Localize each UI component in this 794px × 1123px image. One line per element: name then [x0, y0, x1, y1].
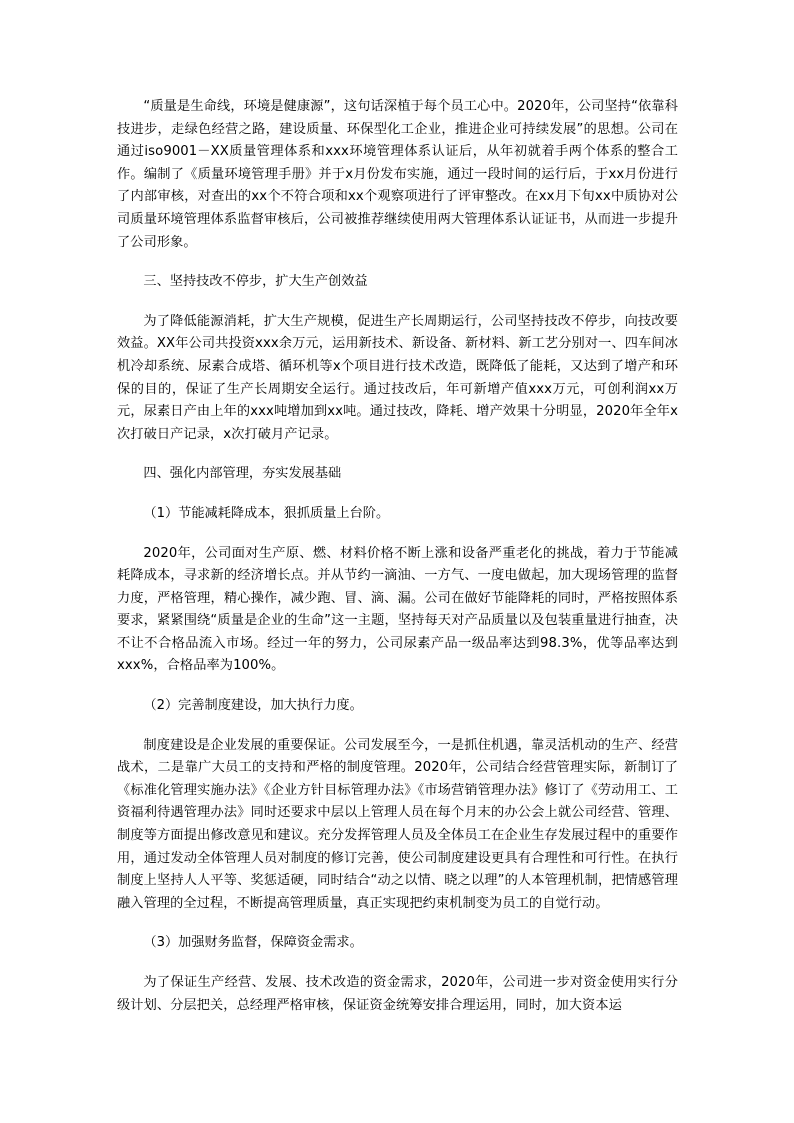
finance-supervision-paragraph: 为了保证生产经营、发展、技术改造的资金需求，2020年，公司进一步对资金使用实行分级计划、分层把关，总经理严格审核，保证资金统筹安排合理运用，同时，加大资本运	[117, 975, 678, 1013]
subheading-energy-saving: （1）节能减耗降成本，狠抓质量上台阶。	[143, 505, 390, 521]
section-heading-internal-management: 四、强化内部管理，夯实发展基础	[143, 466, 342, 482]
section-heading-tech-reform: 三、坚持技改不停步，扩大生产创效益	[143, 274, 368, 290]
subheading-finance-supervision: （3）加强财务监督，保障资金需求。	[143, 935, 363, 951]
subheading-system-building: （2）完善制度建设，加大执行力度。	[143, 698, 363, 714]
tech-reform-paragraph: 为了降低能源消耗，扩大生产规模，促进生产长周期运行，公司坚持技改不停步，向技改要效益。XX年公司共投资xxx余万元，运用新技术、新设备、新材料、新工艺分别对一、四车间冰机冷却系统、尿素合成塔、循环机等x个项目进行技术改造，既降低了能耗，又达到了增产和环保的目的，保证了生产长周期安全运行。通过技改后，年可新增产值xxx万元，可创利润xx万元，尿素日产由上年的xxx吨增加到xx吨。通过技改，降耗、增产效果十分明显，2020年全年x次打破日产记录，x次打破月产记录。	[117, 313, 678, 442]
energy-saving-paragraph: 2020年，公司面对生产原、燃、材料价格不断上涨和设备严重老化的挑战，着力于节能减耗降成本，寻求新的经济增长点。并从节约一滴油、一方气、一度电做起，加大现场管理的监督力度，严格管理，精心操作，减少跑、冒、滴、漏。公司在做好节能降耗的同时，严格按照体系要求，紧紧围绕“质量是企业的生命”这一主题，坚持每天对产品质量以及包装重量进行抽查，决不让不合格品流入市场。经过一年的努力，公司尿素产品一级品率达到98.3%，优等品率达到xxx%，合格品率为100%。	[117, 545, 678, 674]
quality-environment-paragraph: “质量是生命线，环境是健康源”，这句话深植于每个员工心中。2020年，公司坚持“依靠科技进步，走绿色经营之路，建设质量、环保型化工企业，推进企业可持续发展”的思想。公司在通过iso9001－XX质量管理体系和xxx环境管理体系认证后，从年初就着手两个体系的整合工作。编制了《质量环境管理手册》并于x月份发布实施，通过一段时间的运行后，于xx月份进行了内部审核，对查出的xx个不符合项和xx个观察项进行了评审整改。在xx月下旬xx中质协对公司质量环境管理体系监督审核后，公司被推荐继续使用两大管理体系认证证书，从而进一步提升了公司形象。	[117, 99, 678, 250]
document-page	[117, 96, 678, 1017]
system-building-paragraph: 制度建设是企业发展的重要保证。公司发展至今，一是抓住机遇，靠灵活机动的生产、经营战术，二是靠广大员工的支持和严格的制度管理。2020年，公司结合经营管理实际，新制订了《标准化管理实施办法》《企业方针目标管理办法》《市场营销管理办法》修订了《劳动用工、工资福利待遇管理办法》同时还要求中层以上管理人员在每个月末的办公会上就公司经营、管理、制度等方面提出修改意见和建议。充分发挥管理人员及全体员工在企业生存发展过程中的重要作用，通过发动全体管理人员对制度的修订完善，使公司制度建设更具有合理性和可行性。在执行制度上坚持人人平等、奖惩适硬，同时结合“动之以情、晓之以理”的人本管理机制，把情感管理融入管理的全过程，不断提高管理质量，真正实现把约束机制变为员工的自觉行动。	[117, 737, 678, 911]
